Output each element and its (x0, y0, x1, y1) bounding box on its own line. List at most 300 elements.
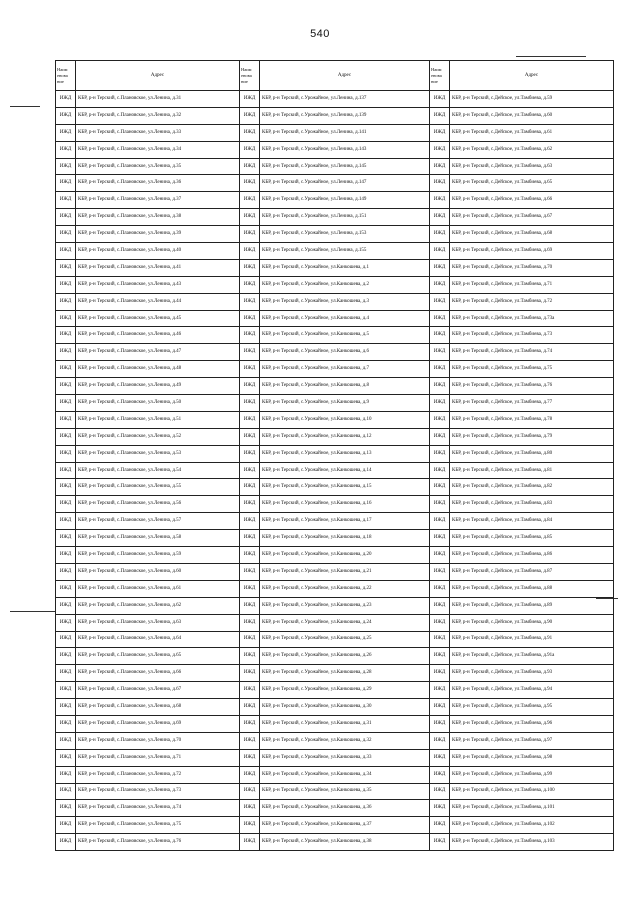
address-cell: КБР, р-н Терский, с.Плановское, ул.Ленина, д.35 (76, 158, 240, 175)
table-row (56, 749, 614, 766)
address-cell: КБР, р-н Терский, с.Дейское, ул.Тамбиева, д.74 (450, 344, 614, 361)
address-cell: КБР, р-н Терский, с.Плановское, ул.Ленина, д.38 (76, 209, 240, 226)
address-cell: КБР, р-н Терский, с.Дейское, ул.Тамбиева, д.71 (450, 276, 614, 293)
address-cell: КБР, р-н Терский, с.Плановское, ул.Ленина, д.70 (76, 732, 240, 749)
table-row (56, 732, 614, 749)
object-type-cell: ИЖД (430, 547, 450, 564)
object-type-cell: ИЖД (240, 361, 260, 378)
object-type-cell: ИЖД (430, 124, 450, 141)
address-cell: КБР, р-н Терский, с.Дейское, ул.Тамбиева, д.73а (450, 310, 614, 327)
object-type-cell: ИЖД (430, 344, 450, 361)
address-cell: КБР, р-н Терский, с.Дейское, ул.Тамбиева, д.67 (450, 209, 614, 226)
table-row (56, 226, 614, 243)
table-row (56, 293, 614, 310)
table-row (56, 648, 614, 665)
object-type-cell: ИЖД (430, 732, 450, 749)
address-cell: КБР, р-н Терский, с.Дейское, ул.Тамбиева, д.80 (450, 445, 614, 462)
object-type-cell: ИЖД (240, 175, 260, 192)
address-cell: КБР, р-н Терский, с.Дейское, ул.Тамбиева, д.94 (450, 682, 614, 699)
address-cell: КБР, р-н Терский, с.Дейское, ул.Тамбиева, д.96 (450, 715, 614, 732)
table-row (56, 310, 614, 327)
address-cell: КБР, р-н Терский, с.Дейское, ул.Тамбиева, д.83 (450, 496, 614, 513)
address-cell: КБР, р-н Терский, с.Дейское, ул.Тамбиева, д.95 (450, 699, 614, 716)
address-cell: КБР, р-н Терский, с.Плановское, ул.Ленина, д.73 (76, 783, 240, 800)
address-cell: КБР, р-н Терский, с.Дейское, ул.Тамбиева, д.97 (450, 732, 614, 749)
address-cell: КБР, р-н Терский, с.Плановское, ул.Ленина, д.45 (76, 310, 240, 327)
address-cell: КБР, р-н Терский, с.Плановское, ул.Ленина, д.74 (76, 800, 240, 817)
object-type-cell: ИЖД (240, 479, 260, 496)
address-cell: КБР, р-н Терский, с.Дейское, ул.Тамбиева, д.101 (450, 800, 614, 817)
address-cell: КБР, р-н Терский, с.Плановское, ул.Ленина, д.51 (76, 411, 240, 428)
table-row (56, 462, 614, 479)
object-type-cell: ИЖД (56, 682, 76, 699)
object-type-cell: ИЖД (56, 226, 76, 243)
object-type-cell: ИЖД (430, 361, 450, 378)
address-cell: КБР, р-н Терский, с.Плановское, ул.Ленина, д.69 (76, 715, 240, 732)
address-cell: КБР, р-н Терский, с.Плановское, ул.Ленина, д.60 (76, 563, 240, 580)
object-type-cell: ИЖД (240, 327, 260, 344)
object-type-cell: ИЖД (430, 817, 450, 834)
address-cell: КБР, р-н Терский, с.Плановское, ул.Ленина, д.55 (76, 479, 240, 496)
object-type-cell: ИЖД (430, 699, 450, 716)
object-type-cell: ИЖД (240, 209, 260, 226)
object-type-cell: ИЖД (430, 91, 450, 108)
table-row (56, 91, 614, 108)
column-header-address: Адрес (260, 61, 430, 91)
object-type-cell: ИЖД (240, 817, 260, 834)
object-type-cell: ИЖД (56, 530, 76, 547)
object-type-cell: ИЖД (240, 614, 260, 631)
object-type-cell: ИЖД (240, 715, 260, 732)
address-cell: КБР, р-н Терский, с.Урожайное, ул.Ленина, д.155 (260, 243, 430, 260)
address-cell: КБР, р-н Терский, с.Урожайное, ул.Ленина, д.141 (260, 124, 430, 141)
table-row (56, 243, 614, 260)
object-type-cell: ИЖД (240, 530, 260, 547)
object-type-cell: ИЖД (56, 209, 76, 226)
address-cell: КБР, р-н Терский, с.Плановское, ул.Ленина, д.76 (76, 834, 240, 851)
table-row (56, 597, 614, 614)
address-cell: КБР, р-н Терский, с.Плановское, ул.Ленина, д.36 (76, 175, 240, 192)
object-type-cell: ИЖД (240, 513, 260, 530)
table-row (56, 175, 614, 192)
object-type-cell: ИЖД (430, 293, 450, 310)
address-cell: КБР, р-н Терский, с.Урожайное, ул.Канкошева, д.22 (260, 580, 430, 597)
address-cell: КБР, р-н Терский, с.Дейское, ул.Тамбиева, д.61 (450, 124, 614, 141)
address-cell: КБР, р-н Терский, с.Плановское, ул.Ленина, д.46 (76, 327, 240, 344)
address-cell: КБР, р-н Терский, с.Урожайное, ул.Канкошева, д.35 (260, 783, 430, 800)
object-type-cell: ИЖД (56, 192, 76, 209)
address-cell: КБР, р-н Терский, с.Дейское, ул.Тамбиева, д.75 (450, 361, 614, 378)
address-cell: КБР, р-н Терский, с.Урожайное, ул.Ленина, д.149 (260, 192, 430, 209)
address-cell: КБР, р-н Терский, с.Плановское, ул.Ленина, д.32 (76, 107, 240, 124)
object-type-cell: ИЖД (56, 817, 76, 834)
address-cell: КБР, р-н Терский, с.Дейское, ул.Тамбиева, д.63 (450, 158, 614, 175)
column-header-kind: Наим енова ние (430, 61, 450, 91)
address-cell: КБР, р-н Терский, с.Дейское, ул.Тамбиева, д.89 (450, 597, 614, 614)
table-row (56, 496, 614, 513)
object-type-cell: ИЖД (430, 378, 450, 395)
address-cell: КБР, р-н Терский, с.Дейское, ул.Тамбиева, д.98 (450, 749, 614, 766)
column-header-kind: Наим енова ние (240, 61, 260, 91)
address-cell: КБР, р-н Терский, с.Урожайное, ул.Канкошева, д.32 (260, 732, 430, 749)
object-type-cell: ИЖД (430, 597, 450, 614)
object-type-cell: ИЖД (240, 749, 260, 766)
object-type-cell: ИЖД (56, 580, 76, 597)
address-cell: КБР, р-н Терский, с.Дейское, ул.Тамбиева, д.91 (450, 631, 614, 648)
object-type-cell: ИЖД (240, 310, 260, 327)
object-type-cell: ИЖД (430, 614, 450, 631)
object-type-cell: ИЖД (56, 158, 76, 175)
address-cell: КБР, р-н Терский, с.Урожайное, ул.Ленина, д.137 (260, 91, 430, 108)
table-row (56, 682, 614, 699)
address-cell: КБР, р-н Терский, с.Урожайное, ул.Канкошева, д.38 (260, 834, 430, 851)
address-cell: КБР, р-н Терский, с.Дейское, ул.Тамбиева, д.73 (450, 327, 614, 344)
address-cell: КБР, р-н Терский, с.Дейское, ул.Тамбиева, д.102 (450, 817, 614, 834)
object-type-cell: ИЖД (430, 749, 450, 766)
address-cell: КБР, р-н Терский, с.Урожайное, ул.Канкошева, д.1 (260, 259, 430, 276)
table-row (56, 107, 614, 124)
table-row (56, 428, 614, 445)
object-type-cell: ИЖД (56, 175, 76, 192)
address-cell: КБР, р-н Терский, с.Плановское, ул.Ленина, д.66 (76, 665, 240, 682)
object-type-cell: ИЖД (240, 699, 260, 716)
object-type-cell: ИЖД (56, 378, 76, 395)
object-type-cell: ИЖД (240, 631, 260, 648)
address-cell: КБР, р-н Терский, с.Плановское, ул.Ленина, д.64 (76, 631, 240, 648)
table-row (56, 800, 614, 817)
table-row (56, 631, 614, 648)
address-cell: КБР, р-н Терский, с.Дейское, ул.Тамбиева, д.72 (450, 293, 614, 310)
object-type-cell: ИЖД (430, 259, 450, 276)
object-type-cell: ИЖД (56, 479, 76, 496)
table-row (56, 563, 614, 580)
address-cell: КБР, р-н Терский, с.Дейское, ул.Тамбиева, д.88 (450, 580, 614, 597)
object-type-cell: ИЖД (430, 530, 450, 547)
address-cell: КБР, р-н Терский, с.Плановское, ул.Ленина, д.53 (76, 445, 240, 462)
object-type-cell: ИЖД (240, 378, 260, 395)
object-type-cell: ИЖД (240, 243, 260, 260)
object-type-cell: ИЖД (430, 445, 450, 462)
address-cell: КБР, р-н Терский, с.Плановское, ул.Ленина, д.37 (76, 192, 240, 209)
address-cell: КБР, р-н Терский, с.Урожайное, ул.Канкошева, д.4 (260, 310, 430, 327)
address-cell: КБР, р-н Терский, с.Дейское, ул.Тамбиева, д.59 (450, 91, 614, 108)
address-cell: КБР, р-н Терский, с.Урожайное, ул.Канкошева, д.21 (260, 563, 430, 580)
address-cell: КБР, р-н Терский, с.Плановское, ул.Ленина, д.31 (76, 91, 240, 108)
object-type-cell: ИЖД (240, 800, 260, 817)
address-cell: КБР, р-н Терский, с.Плановское, ул.Ленина, д.44 (76, 293, 240, 310)
object-type-cell: ИЖД (56, 766, 76, 783)
object-type-cell: ИЖД (430, 648, 450, 665)
table-row (56, 614, 614, 631)
address-cell: КБР, р-н Терский, с.Урожайное, ул.Канкошева, д.30 (260, 699, 430, 716)
object-type-cell: ИЖД (430, 834, 450, 851)
object-type-cell: ИЖД (240, 107, 260, 124)
object-type-cell: ИЖД (430, 462, 450, 479)
object-type-cell: ИЖД (240, 597, 260, 614)
address-cell: КБР, р-н Терский, с.Урожайное, ул.Канкошева, д.17 (260, 513, 430, 530)
object-type-cell: ИЖД (240, 580, 260, 597)
object-type-cell: ИЖД (56, 91, 76, 108)
table-row (56, 699, 614, 716)
address-cell: КБР, р-н Терский, с.Плановское, ул.Ленина, д.59 (76, 547, 240, 564)
address-cell: КБР, р-н Терский, с.Плановское, ул.Ленина, д.41 (76, 259, 240, 276)
object-type-cell: ИЖД (240, 496, 260, 513)
address-cell: КБР, р-н Терский, с.Дейское, ул.Тамбиева, д.93 (450, 665, 614, 682)
address-cell: КБР, р-н Терский, с.Дейское, ул.Тамбиева, д.91а (450, 648, 614, 665)
object-type-cell: ИЖД (430, 800, 450, 817)
address-cell: КБР, р-н Терский, с.Урожайное, ул.Канкошева, д.20 (260, 547, 430, 564)
table-row (56, 378, 614, 395)
address-cell: КБР, р-н Терский, с.Плановское, ул.Ленина, д.39 (76, 226, 240, 243)
object-type-cell: ИЖД (430, 783, 450, 800)
object-type-cell: ИЖД (56, 496, 76, 513)
object-type-cell: ИЖД (240, 344, 260, 361)
address-cell: КБР, р-н Терский, с.Плановское, ул.Ленина, д.33 (76, 124, 240, 141)
table-row (56, 479, 614, 496)
object-type-cell: ИЖД (240, 226, 260, 243)
address-cell: КБР, р-н Терский, с.Дейское, ул.Тамбиева, д.82 (450, 479, 614, 496)
object-type-cell: ИЖД (430, 395, 450, 412)
object-type-cell: ИЖД (240, 648, 260, 665)
address-cell: КБР, р-н Терский, с.Урожайное, ул.Канкошева, д.31 (260, 715, 430, 732)
address-cell: КБР, р-н Терский, с.Плановское, ул.Ленина, д.61 (76, 580, 240, 597)
table-row (56, 445, 614, 462)
object-type-cell: ИЖД (56, 597, 76, 614)
address-cell: КБР, р-н Терский, с.Урожайное, ул.Канкошева, д.3 (260, 293, 430, 310)
address-cell: КБР, р-н Терский, с.Плановское, ул.Ленина, д.49 (76, 378, 240, 395)
object-type-cell: ИЖД (240, 783, 260, 800)
object-type-cell: ИЖД (56, 395, 76, 412)
address-cell: КБР, р-н Терский, с.Урожайное, ул.Ленина, д.139 (260, 107, 430, 124)
column-header-kind: Наим енова ние (56, 61, 76, 91)
object-type-cell: ИЖД (240, 547, 260, 564)
object-type-cell: ИЖД (56, 547, 76, 564)
address-cell: КБР, р-н Терский, с.Урожайное, ул.Канкошева, д.23 (260, 597, 430, 614)
table-row (56, 209, 614, 226)
object-type-cell: ИЖД (240, 395, 260, 412)
object-type-cell: ИЖД (240, 462, 260, 479)
object-type-cell: ИЖД (430, 631, 450, 648)
address-cell: КБР, р-н Терский, с.Урожайное, ул.Канкошева, д.16 (260, 496, 430, 513)
table-row (56, 141, 614, 158)
address-cell: КБР, р-н Терский, с.Дейское, ул.Тамбиева, д.76 (450, 378, 614, 395)
object-type-cell: ИЖД (240, 124, 260, 141)
table-body (56, 91, 614, 851)
object-type-cell: ИЖД (240, 445, 260, 462)
address-cell: КБР, р-н Терский, с.Дейское, ул.Тамбиева, д.81 (450, 462, 614, 479)
address-cell: КБР, р-н Терский, с.Дейское, ул.Тамбиева, д.66 (450, 192, 614, 209)
object-type-cell: ИЖД (56, 513, 76, 530)
object-type-cell: ИЖД (56, 327, 76, 344)
object-type-cell: ИЖД (240, 766, 260, 783)
address-cell: КБР, р-н Терский, с.Дейское, ул.Тамбиева, д.99 (450, 766, 614, 783)
address-cell: КБР, р-н Терский, с.Плановское, ул.Ленина, д.56 (76, 496, 240, 513)
address-cell: КБР, р-н Терский, с.Урожайное, ул.Канкошева, д.34 (260, 766, 430, 783)
object-type-cell: ИЖД (56, 462, 76, 479)
object-type-cell: ИЖД (56, 259, 76, 276)
object-type-cell: ИЖД (430, 580, 450, 597)
address-cell: КБР, р-н Терский, с.Плановское, ул.Ленина, д.68 (76, 699, 240, 716)
object-type-cell: ИЖД (430, 209, 450, 226)
address-cell: КБР, р-н Терский, с.Плановское, ул.Ленина, д.50 (76, 395, 240, 412)
object-type-cell: ИЖД (240, 682, 260, 699)
address-cell: КБР, р-н Терский, с.Урожайное, ул.Канкошева, д.8 (260, 378, 430, 395)
object-type-cell: ИЖД (56, 276, 76, 293)
table-row (56, 530, 614, 547)
address-cell: КБР, р-н Терский, с.Дейское, ул.Тамбиева, д.86 (450, 547, 614, 564)
table-row (56, 580, 614, 597)
object-type-cell: ИЖД (56, 411, 76, 428)
table-row (56, 344, 614, 361)
address-cell: КБР, р-н Терский, с.Урожайное, ул.Канкошева, д.5 (260, 327, 430, 344)
table-row (56, 327, 614, 344)
address-cell: КБР, р-н Терский, с.Плановское, ул.Ленина, д.47 (76, 344, 240, 361)
address-cell: КБР, р-н Терский, с.Урожайное, ул.Канкошева, д.29 (260, 682, 430, 699)
table-row (56, 665, 614, 682)
object-type-cell: ИЖД (430, 226, 450, 243)
address-cell: КБР, р-н Терский, с.Дейское, ул.Тамбиева, д.100 (450, 783, 614, 800)
table-row (56, 192, 614, 209)
object-type-cell: ИЖД (240, 141, 260, 158)
address-cell: КБР, р-н Терский, с.Урожайное, ул.Канкошева, д.15 (260, 479, 430, 496)
object-type-cell: ИЖД (240, 91, 260, 108)
scan-line (10, 106, 40, 107)
object-type-cell: ИЖД (430, 513, 450, 530)
address-cell: КБР, р-н Терский, с.Урожайное, ул.Канкошева, д.9 (260, 395, 430, 412)
table-row (56, 766, 614, 783)
object-type-cell: ИЖД (56, 631, 76, 648)
object-type-cell: ИЖД (240, 665, 260, 682)
object-type-cell: ИЖД (240, 411, 260, 428)
table-header-row (56, 61, 614, 91)
object-type-cell: ИЖД (56, 749, 76, 766)
address-cell: КБР, р-н Терский, с.Плановское, ул.Ленина, д.34 (76, 141, 240, 158)
object-type-cell: ИЖД (430, 327, 450, 344)
object-type-cell: ИЖД (240, 276, 260, 293)
table-row (56, 547, 614, 564)
address-cell: КБР, р-н Терский, с.Урожайное, ул.Канкошева, д.10 (260, 411, 430, 428)
scan-line (10, 611, 55, 612)
object-type-cell: ИЖД (430, 310, 450, 327)
address-cell: КБР, р-н Терский, с.Плановское, ул.Ленина, д.63 (76, 614, 240, 631)
object-type-cell: ИЖД (240, 428, 260, 445)
address-table (55, 60, 614, 851)
address-cell: КБР, р-н Терский, с.Урожайное, ул.Ленина, д.145 (260, 158, 430, 175)
object-type-cell: ИЖД (56, 800, 76, 817)
object-type-cell: ИЖД (430, 428, 450, 445)
object-type-cell: ИЖД (56, 563, 76, 580)
address-cell: КБР, р-н Терский, с.Дейское, ул.Тамбиева, д.62 (450, 141, 614, 158)
object-type-cell: ИЖД (56, 310, 76, 327)
address-cell: КБР, р-н Терский, с.Плановское, ул.Ленина, д.54 (76, 462, 240, 479)
address-cell: КБР, р-н Терский, с.Плановское, ул.Ленина, д.43 (76, 276, 240, 293)
table-row (56, 834, 614, 851)
address-cell: КБР, р-н Терский, с.Дейское, ул.Тамбиева, д.90 (450, 614, 614, 631)
address-cell: КБР, р-н Терский, с.Плановское, ул.Ленина, д.40 (76, 243, 240, 260)
address-cell: КБР, р-н Терский, с.Плановское, ул.Ленина, д.65 (76, 648, 240, 665)
scan-line (516, 56, 586, 57)
address-cell: КБР, р-н Терский, с.Плановское, ул.Ленина, д.48 (76, 361, 240, 378)
object-type-cell: ИЖД (56, 344, 76, 361)
object-type-cell: ИЖД (430, 665, 450, 682)
object-type-cell: ИЖД (56, 141, 76, 158)
table-row (56, 259, 614, 276)
address-cell: КБР, р-н Терский, с.Урожайное, ул.Канкошева, д.33 (260, 749, 430, 766)
object-type-cell: ИЖД (56, 834, 76, 851)
object-type-cell: ИЖД (56, 783, 76, 800)
object-type-cell: ИЖД (430, 158, 450, 175)
address-cell: КБР, р-н Терский, с.Дейское, ул.Тамбиева, д.84 (450, 513, 614, 530)
object-type-cell: ИЖД (56, 243, 76, 260)
object-type-cell: ИЖД (430, 141, 450, 158)
address-cell: КБР, р-н Терский, с.Урожайное, ул.Канкошева, д.2 (260, 276, 430, 293)
object-type-cell: ИЖД (240, 563, 260, 580)
object-type-cell: ИЖД (56, 732, 76, 749)
address-cell: КБР, р-н Терский, с.Урожайное, ул.Канкошева, д.12 (260, 428, 430, 445)
address-cell: КБР, р-н Терский, с.Урожайное, ул.Канкошева, д.36 (260, 800, 430, 817)
object-type-cell: ИЖД (430, 175, 450, 192)
object-type-cell: ИЖД (56, 428, 76, 445)
object-type-cell: ИЖД (430, 107, 450, 124)
object-type-cell: ИЖД (56, 665, 76, 682)
table-row (56, 158, 614, 175)
address-cell: КБР, р-н Терский, с.Дейское, ул.Тамбиева, д.79 (450, 428, 614, 445)
object-type-cell: ИЖД (56, 361, 76, 378)
object-type-cell: ИЖД (56, 648, 76, 665)
object-type-cell: ИЖД (56, 699, 76, 716)
address-cell: КБР, р-н Терский, с.Плановское, ул.Ленина, д.52 (76, 428, 240, 445)
table-row (56, 783, 614, 800)
object-type-cell: ИЖД (56, 715, 76, 732)
address-cell: КБР, р-н Терский, с.Плановское, ул.Ленина, д.57 (76, 513, 240, 530)
page-number: 540 (310, 28, 330, 40)
table-row (56, 361, 614, 378)
object-type-cell: ИЖД (430, 682, 450, 699)
table-row (56, 513, 614, 530)
column-header-address: Адрес (76, 61, 240, 91)
address-cell: КБР, р-н Терский, с.Плановское, ул.Ленина, д.58 (76, 530, 240, 547)
object-type-cell: ИЖД (240, 732, 260, 749)
object-type-cell: ИЖД (240, 293, 260, 310)
address-cell: КБР, р-н Терский, с.Плановское, ул.Ленина, д.72 (76, 766, 240, 783)
object-type-cell: ИЖД (240, 192, 260, 209)
address-cell: КБР, р-н Терский, с.Дейское, ул.Тамбиева, д.68 (450, 226, 614, 243)
address-cell: КБР, р-н Терский, с.Урожайное, ул.Канкошева, д.7 (260, 361, 430, 378)
object-type-cell: ИЖД (430, 496, 450, 513)
object-type-cell: ИЖД (430, 192, 450, 209)
object-type-cell: ИЖД (56, 107, 76, 124)
address-cell: КБР, р-н Терский, с.Плановское, ул.Ленина, д.67 (76, 682, 240, 699)
object-type-cell: ИЖД (240, 834, 260, 851)
address-cell: КБР, р-н Терский, с.Урожайное, ул.Канкошева, д.14 (260, 462, 430, 479)
address-cell: КБР, р-н Терский, с.Урожайное, ул.Канкошева, д.6 (260, 344, 430, 361)
address-cell: КБР, р-н Терский, с.Дейское, ул.Тамбиева, д.85 (450, 530, 614, 547)
table-row (56, 411, 614, 428)
object-type-cell: ИЖД (430, 715, 450, 732)
table-row (56, 395, 614, 412)
address-cell: КБР, р-н Терский, с.Урожайное, ул.Ленина, д.143 (260, 141, 430, 158)
address-cell: КБР, р-н Терский, с.Дейское, ул.Тамбиева, д.78 (450, 411, 614, 428)
address-cell: КБР, р-н Терский, с.Урожайное, ул.Канкошева, д.25 (260, 631, 430, 648)
address-cell: КБР, р-н Терский, с.Урожайное, ул.Канкошева, д.37 (260, 817, 430, 834)
address-cell: КБР, р-н Терский, с.Дейское, ул.Тамбиева, д.70 (450, 259, 614, 276)
table-row (56, 276, 614, 293)
address-cell: КБР, р-н Терский, с.Урожайное, ул.Канкошева, д.13 (260, 445, 430, 462)
object-type-cell: ИЖД (430, 411, 450, 428)
object-type-cell: ИЖД (430, 563, 450, 580)
object-type-cell: ИЖД (240, 158, 260, 175)
address-cell: КБР, р-н Терский, с.Дейское, ул.Тамбиева, д.69 (450, 243, 614, 260)
